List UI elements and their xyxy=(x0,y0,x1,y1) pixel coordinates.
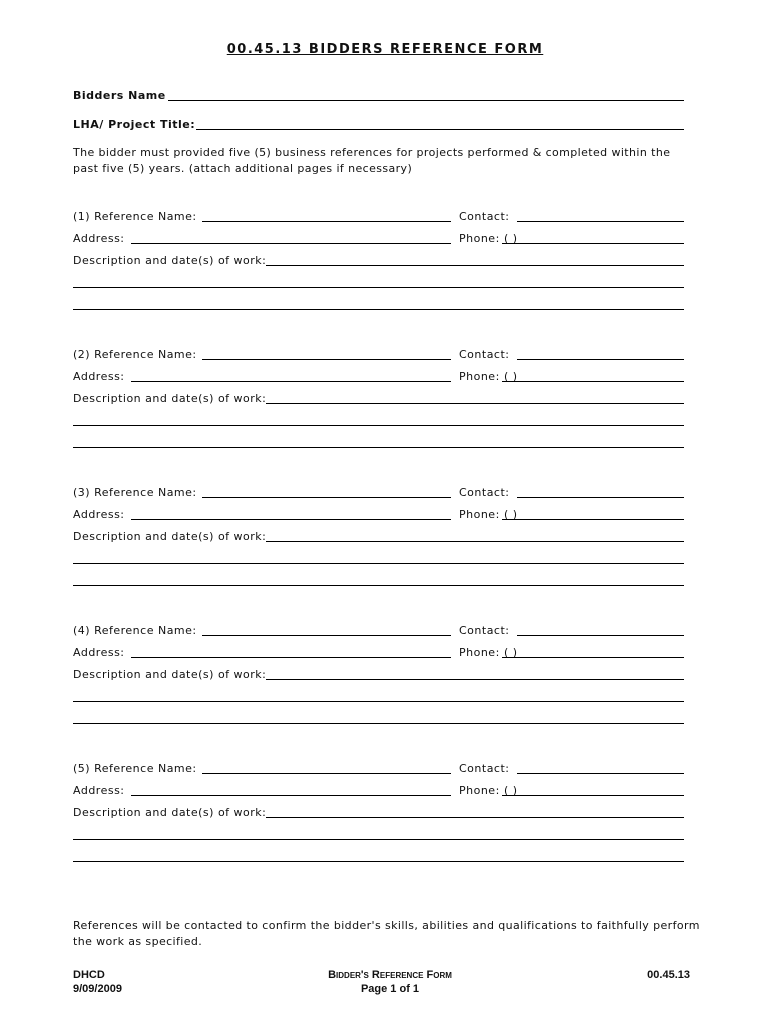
footer-page-number: Page 1 of 1 xyxy=(360,983,420,995)
reference-3-phone-field[interactable] xyxy=(502,519,684,520)
reference-2-contact-label: Contact: xyxy=(459,348,510,361)
reference-2-name-label: (2) Reference Name: xyxy=(73,348,197,361)
reference-1-name-label: (1) Reference Name: xyxy=(73,210,197,223)
reference-1-address-label: Address: xyxy=(73,232,125,245)
reference-4-address-label: Address: xyxy=(73,646,125,659)
reference-2-phone-parens: ( ) xyxy=(504,370,518,383)
reference-2-phone-field[interactable] xyxy=(502,381,684,382)
reference-3-contact-label: Contact: xyxy=(459,486,510,499)
reference-1-description-line-2[interactable] xyxy=(73,287,684,288)
reference-5-address-field[interactable] xyxy=(131,795,451,796)
reference-1-phone-label: Phone: xyxy=(459,232,500,245)
reference-3-phone-label: Phone: xyxy=(459,508,500,521)
reference-4-description-line-3[interactable] xyxy=(73,723,684,724)
reference-4-contact-label: Contact: xyxy=(459,624,510,637)
reference-5-description-label: Description and date(s) of work: xyxy=(73,806,267,819)
reference-3-description-line-3[interactable] xyxy=(73,585,684,586)
reference-5-contact-field[interactable] xyxy=(517,773,684,774)
footer-section-number: 00.45.13 xyxy=(647,969,690,981)
reference-2-name-field[interactable] xyxy=(202,359,451,360)
reference-1-contact-field[interactable] xyxy=(517,221,684,222)
reference-1-name-field[interactable] xyxy=(202,221,451,222)
reference-4-name-field[interactable] xyxy=(202,635,451,636)
reference-4-phone-field[interactable] xyxy=(502,657,684,658)
reference-4-phone-label: Phone: xyxy=(459,646,500,659)
reference-4-contact-field[interactable] xyxy=(517,635,684,636)
reference-3-description-field[interactable] xyxy=(266,541,684,542)
reference-2-description-line-2[interactable] xyxy=(73,425,684,426)
reference-1-description-field[interactable] xyxy=(266,265,684,266)
reference-2-address-label: Address: xyxy=(73,370,125,383)
bidders-name-label: Bidders Name xyxy=(73,89,166,102)
project-title-label: LHA/ Project Title: xyxy=(73,118,196,131)
intro-text: The bidder must provided five (5) business references for projects performed & completed within the past five (5) years. (attach additional pages if necessary) xyxy=(73,146,671,175)
reference-1-phone-field[interactable] xyxy=(502,243,684,244)
reference-1-phone-parens: ( ) xyxy=(504,232,518,245)
reference-5-phone-label: Phone: xyxy=(459,784,500,797)
reference-1-description-line-3[interactable] xyxy=(73,309,684,310)
bidders-name-field[interactable] xyxy=(168,100,684,101)
reference-5-name-label: (5) Reference Name: xyxy=(73,762,197,775)
reference-3-name-label: (3) Reference Name: xyxy=(73,486,197,499)
reference-5-description-line-3[interactable] xyxy=(73,861,684,862)
reference-5-address-label: Address: xyxy=(73,784,125,797)
reference-3-contact-field[interactable] xyxy=(517,497,684,498)
reference-3-address-label: Address: xyxy=(73,508,125,521)
reference-1-description-label: Description and date(s) of work: xyxy=(73,254,267,267)
form-title: 00.45.13 BIDDERS REFERENCE FORM xyxy=(226,42,544,57)
reference-2-description-field[interactable] xyxy=(266,403,684,404)
reference-3-address-field[interactable] xyxy=(131,519,451,520)
reference-3-name-field[interactable] xyxy=(202,497,451,498)
reference-4-phone-parens: ( ) xyxy=(504,646,518,659)
reference-5-description-line-2[interactable] xyxy=(73,839,684,840)
footer-form-name: Bidder's Reference Form xyxy=(328,969,452,981)
reference-5-name-field[interactable] xyxy=(202,773,451,774)
reference-2-phone-label: Phone: xyxy=(459,370,500,383)
reference-5-description-field[interactable] xyxy=(266,817,684,818)
reference-3-description-line-2[interactable] xyxy=(73,563,684,564)
project-title-field[interactable] xyxy=(196,129,684,130)
reference-2-contact-field[interactable] xyxy=(517,359,684,360)
reference-2-description-label: Description and date(s) of work: xyxy=(73,392,267,405)
reference-3-phone-parens: ( ) xyxy=(504,508,518,521)
reference-3-description-label: Description and date(s) of work: xyxy=(73,530,267,543)
reference-4-description-label: Description and date(s) of work: xyxy=(73,668,267,681)
reference-4-name-label: (4) Reference Name: xyxy=(73,624,197,637)
reference-1-contact-label: Contact: xyxy=(459,210,510,223)
reference-4-address-field[interactable] xyxy=(131,657,451,658)
reference-4-description-field[interactable] xyxy=(266,679,684,680)
reference-4-description-line-2[interactable] xyxy=(73,701,684,702)
reference-5-contact-label: Contact: xyxy=(459,762,510,775)
reference-2-description-line-3[interactable] xyxy=(73,447,684,448)
reference-5-phone-parens: ( ) xyxy=(504,784,518,797)
reference-1-address-field[interactable] xyxy=(131,243,451,244)
footer-date: 9/09/2009 xyxy=(73,983,122,995)
reference-2-address-field[interactable] xyxy=(131,381,451,382)
reference-5-phone-field[interactable] xyxy=(502,795,684,796)
closing-text: References will be contacted to confirm the bidder's skills, abilities and qualifications to faithfully perform the work as specified. xyxy=(73,919,700,948)
footer-dept: DHCD xyxy=(73,969,105,981)
